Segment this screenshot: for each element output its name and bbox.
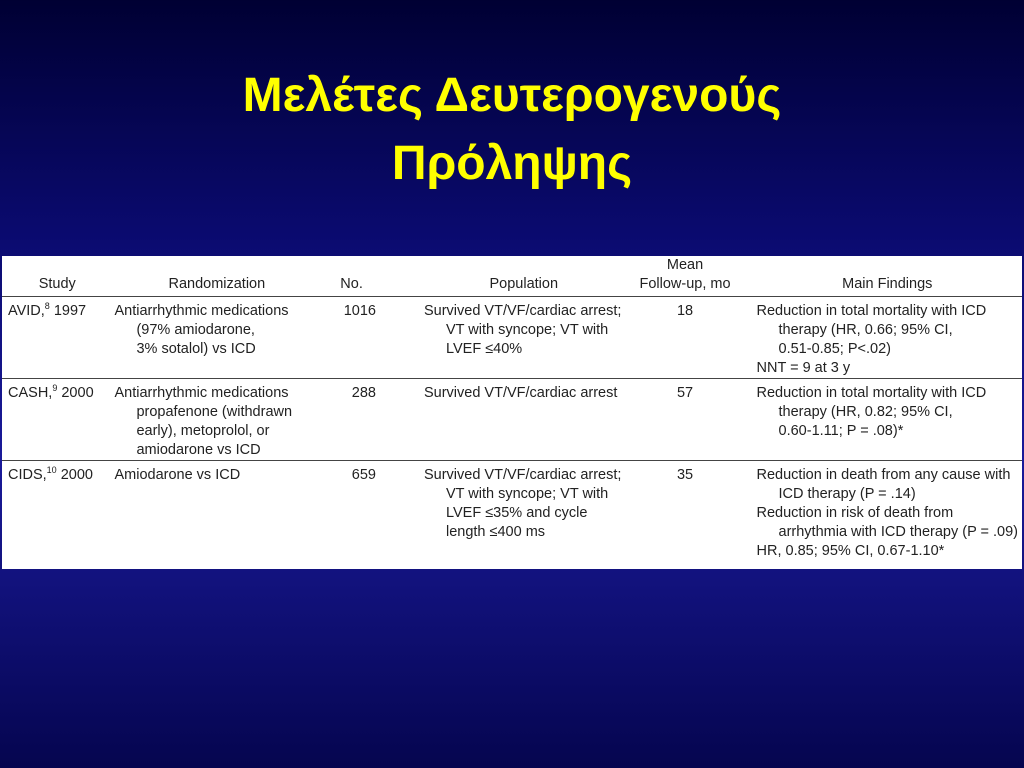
randomization-line: amiodarone vs ICD — [136, 442, 261, 458]
cell-no: 288 — [323, 379, 396, 461]
findings-line: Reduction in total mortality with ICD — [756, 303, 987, 319]
header-followup-line-1: Mean — [666, 257, 704, 273]
table-body — [2, 297, 1022, 562]
cell-followup: 35 — [676, 467, 694, 483]
study-name: CIDS, — [8, 467, 47, 483]
cell-population — [396, 461, 628, 562]
randomization-line: Amiodarone vs ICD — [114, 467, 241, 483]
cell-study — [2, 297, 110, 379]
slide-title — [0, 62, 1024, 198]
study-reference: 9 — [52, 383, 58, 394]
findings-line: Reduction in risk of death from — [756, 505, 954, 521]
randomization-line: propafenone (withdrawn — [136, 404, 293, 420]
cell-population — [396, 297, 628, 379]
cell-findings — [743, 379, 1022, 461]
study-name: AVID, — [8, 303, 45, 319]
cell-no: 1016 — [323, 297, 396, 379]
cell-followup: 57 — [628, 379, 743, 461]
cell-study — [2, 461, 110, 562]
studies-table-panel — [2, 256, 1022, 569]
findings-line: Reduction in death from any cause with — [756, 467, 1011, 483]
cell-population — [396, 379, 628, 461]
randomization-line: Antiarrhythmic medications — [114, 385, 289, 401]
study-reference: 8 — [44, 301, 50, 312]
population-line: LVEF ≤40% — [445, 341, 523, 357]
findings-line: NNT = 9 at 3 y — [756, 360, 851, 376]
study-name: CASH, — [8, 385, 53, 401]
cell-randomization — [110, 461, 323, 562]
cell-no: 659 — [351, 467, 376, 483]
cell-study — [2, 379, 110, 461]
header-population: Population — [396, 256, 628, 297]
population-line: LVEF ≤35% and cycle — [445, 505, 588, 521]
randomization-line: (97% amiodarone, — [136, 322, 255, 338]
slide-title-line-1: Μελέτες Δευτερογενούς — [242, 69, 782, 122]
header-study: Study — [2, 256, 110, 297]
cell-randomization — [110, 297, 323, 379]
population-line: VT with syncope; VT with — [445, 322, 609, 338]
header-no: No. — [323, 256, 396, 297]
population-line: Survived VT/VF/cardiac arrest; — [423, 303, 622, 319]
study-reference: 10 — [46, 465, 57, 476]
cell-followup: 18 — [628, 297, 743, 379]
randomization-line: 3% sotalol) vs ICD — [136, 341, 256, 357]
population-line: Survived VT/VF/cardiac arrest — [423, 385, 618, 401]
findings-line: therapy (HR, 0.66; 95% CI, — [778, 322, 953, 338]
findings-line: ICD therapy (P = .14) — [778, 486, 916, 502]
randomization-line: Antiarrhythmic medications — [114, 303, 289, 319]
randomization-line: early), metoprolol, or — [136, 423, 270, 439]
cell-findings — [743, 297, 1022, 379]
cell-randomization — [110, 379, 323, 461]
findings-line: therapy (HR, 0.82; 95% CI, — [778, 404, 953, 420]
findings-line: 0.51-0.85; P<.02) — [778, 341, 891, 357]
header-main-findings: Main Findings — [743, 256, 1022, 297]
study-year: 1997 — [49, 303, 87, 319]
table-header-row — [2, 256, 1022, 297]
table-row — [2, 297, 1022, 379]
study-year: 2000 — [56, 467, 93, 483]
population-line: length ≤400 ms — [445, 524, 546, 540]
slide-title-line-2: Πρόληψης — [391, 137, 633, 190]
header-followup-line-2: Follow-up, mo — [639, 276, 731, 292]
studies-table — [2, 256, 1022, 561]
findings-line: Reduction in total mortality with ICD — [756, 385, 987, 401]
cell-findings — [743, 461, 1022, 562]
study-year: 2000 — [57, 385, 94, 401]
findings-line: 0.60-1.11; P = .08)* — [778, 423, 904, 439]
findings-line: HR, 0.85; 95% CI, 0.67-1.10* — [756, 543, 945, 559]
table-row — [2, 379, 1022, 461]
header-followup — [628, 256, 743, 297]
table-row — [2, 461, 1022, 562]
header-randomization: Randomization — [110, 256, 323, 297]
population-line: VT with syncope; VT with — [445, 486, 609, 502]
findings-line: arrhythmia with ICD therapy (P = .09) — [778, 524, 1018, 540]
population-line: Survived VT/VF/cardiac arrest; — [423, 467, 622, 483]
